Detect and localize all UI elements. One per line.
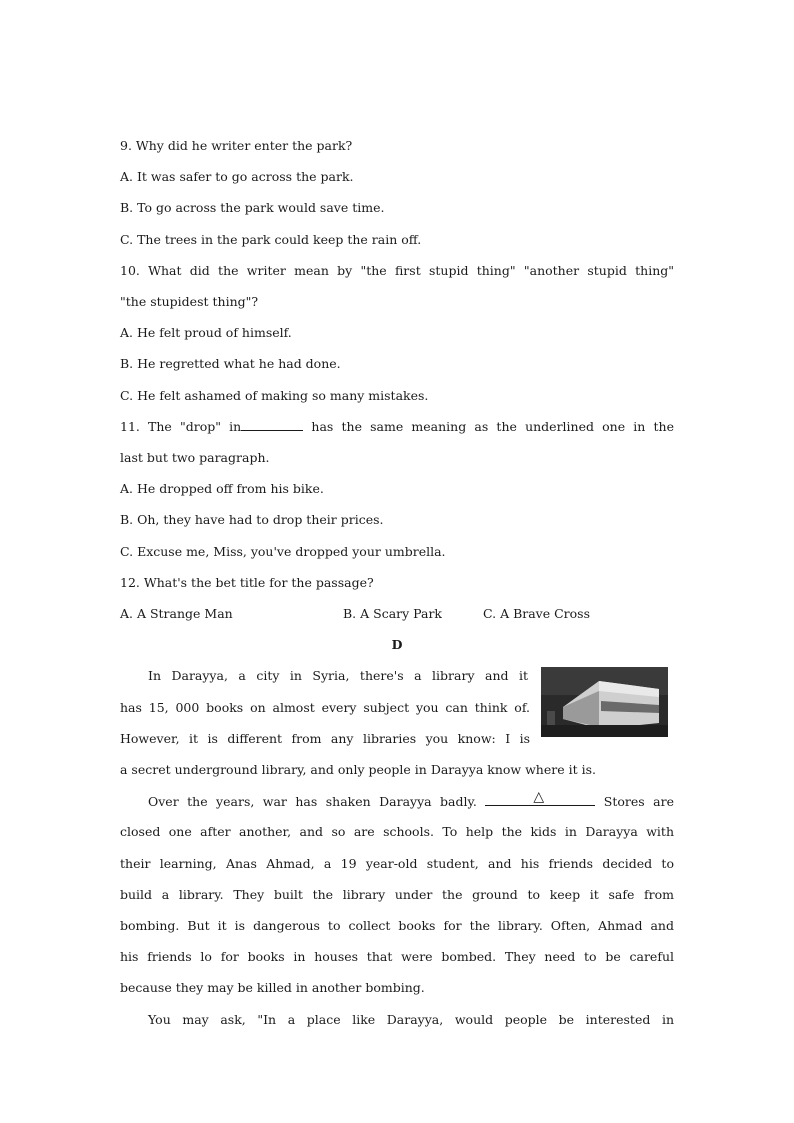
q11-question-pre: 11. The "drop" in: [120, 419, 242, 434]
q9-option-c: C. The trees in the park could keep the rain off.: [120, 232, 422, 247]
q11-question-post: has the same meaning as the underlined one in the: [311, 419, 674, 434]
q10-option-b: B. He regretted what he had done.: [120, 356, 341, 371]
q10-question-line1: 10. What did the writer mean by "the first stupid thing" "another stupid thing": [120, 263, 674, 278]
triangle-mark: △: [533, 789, 545, 805]
q10-option-a: A. He felt proud of himself.: [120, 325, 292, 340]
q9-option-b: B. To go across the park would save time.: [120, 200, 385, 215]
q9-option-a: A. It was safer to go across the park.: [120, 169, 354, 184]
q9-question: 9. Why did he writer enter the park?: [120, 138, 353, 153]
q10-question-line2: "the stupidest thing"?: [120, 294, 259, 309]
q11-question-line2: last but two paragraph.: [120, 450, 270, 465]
q11-option-b: B. Oh, they have had to drop their prices.: [120, 512, 384, 527]
section-heading: D: [391, 637, 403, 652]
d-p2-line5: bombing. But it is dangerous to collect books for the library. Often, Ahmad and: [120, 918, 674, 933]
q12-question: 12. What's the bet title for the passage?: [120, 575, 374, 590]
d-p2-post: Stores are: [603, 794, 674, 809]
q10-option-c: C. He felt ashamed of making so many mistakes.: [120, 388, 429, 403]
d-p3-line1: You may ask, "In a place like Darayya, would people be interested in: [148, 1012, 674, 1027]
d-p2-line1: [148, 789, 674, 810]
q11-option-a: A. He dropped off from his bike.: [120, 481, 324, 496]
d-p1-line4: a secret underground library, and only people in Darayya know where it is.: [120, 762, 596, 777]
d-p2-line6: his friends lo for books in houses that were bombed. They need to be careful: [120, 949, 674, 964]
d-p1-line3: However, it is different from any libraries you know: I is: [120, 731, 530, 746]
triangle-blank: [485, 789, 595, 806]
q11-option-c: C. Excuse me, Miss, you've dropped your umbrella.: [120, 544, 446, 559]
q12-option-b: B. A Scary Park: [343, 606, 443, 621]
d-p2-line7: because they may be killed in another bombing.: [120, 980, 425, 995]
d-p2-pre: Over the years, war has shaken Darayya badly.: [148, 794, 477, 809]
d-p1-line2: has 15, 000 books on almost every subject you can think of.: [120, 700, 530, 715]
d-p1-line1: In Darayya, a city in Syria, there's a library and it: [148, 668, 528, 683]
q11-question-line1: [120, 419, 674, 435]
library-photo: [541, 667, 668, 737]
d-p2-line3: their learning, Anas Ahmad, a 19 year-old student, and his friends decided to: [120, 856, 674, 871]
d-p2-line4: build a library. They built the library under the ground to keep it safe from: [120, 887, 674, 902]
answer-blank: [241, 419, 303, 431]
d-p2-line2: closed one after another, and so are schools. To help the kids in Darayya with: [120, 824, 674, 839]
q12-option-c: C. A Brave Cross: [483, 606, 591, 621]
q12-option-a: A. A Strange Man: [120, 606, 233, 621]
